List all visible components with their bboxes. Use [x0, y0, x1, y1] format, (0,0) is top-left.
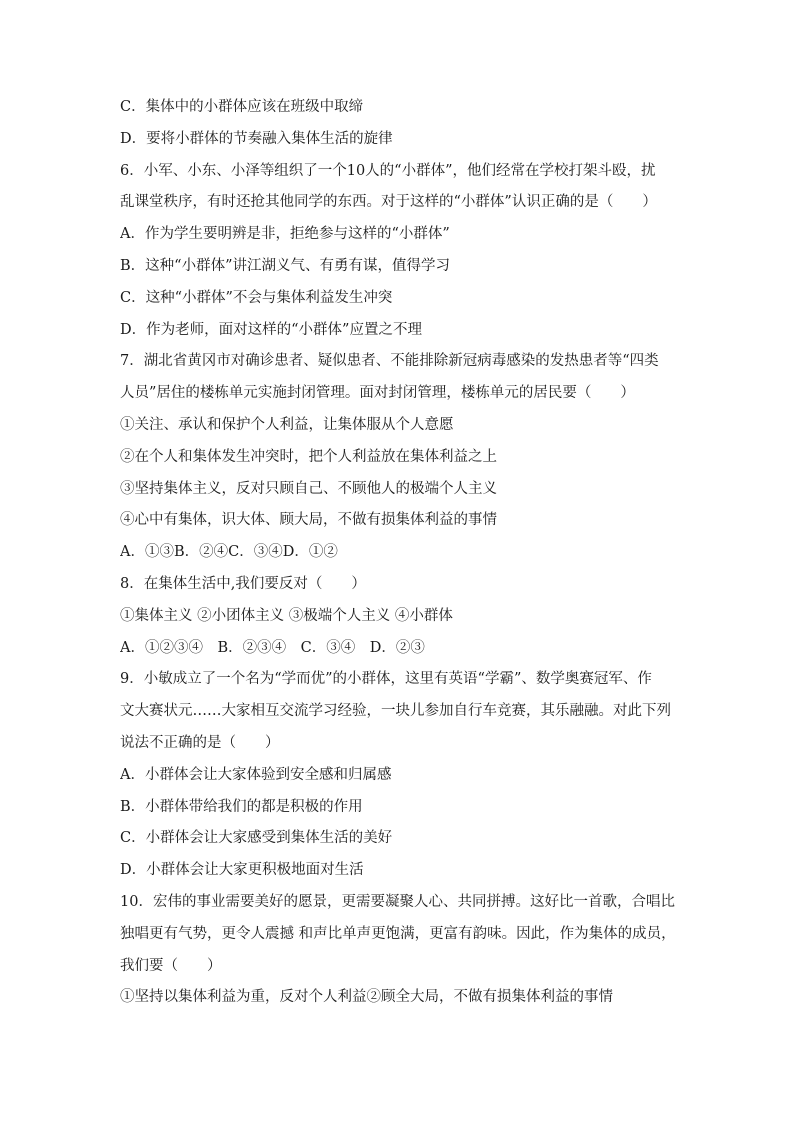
option-6d: D．作为老师，面对这样的“小群体”应置之不理	[120, 321, 422, 338]
question-10-stem-line-1: 10．宏伟的事业需要美好的愿景，更需要凝聚人心、共同拼搏。这好比一首歌，合唱比	[120, 893, 675, 910]
statement-7-4: ④心中有集体，识大体、顾大局，不做有损集体利益的事情	[120, 512, 497, 529]
question-9-stem-line-3: 说法不正确的是（ ）	[120, 734, 280, 751]
question-9-stem-line-1: 9．小敏成立了一个名为“学而优”的小群体，这里有英语“学霸”、数学奥赛冠军、作	[120, 671, 652, 688]
question-8-stem: 8．在集体生活中,我们要反对（ ）	[120, 575, 366, 592]
option-6c: C．这种“小群体”不会与集体利益发生冲突	[120, 289, 393, 306]
option-6b: B．这种“小群体”讲江湖义气、有勇有谋，值得学习	[120, 257, 450, 274]
options-8: A．①②③④ B．②③④ C．③④ D．②③	[120, 639, 425, 656]
option-9a: A．小群体会让大家体验到安全感和归属感	[120, 766, 392, 783]
question-9-stem-line-2: 文大赛状元……大家相互交流学习经验，一块儿参加自行车竞赛，其乐融融。对此下列	[120, 703, 671, 720]
statement-7-2: ②在个人和集体发生冲突时，把个人利益放在集体利益之上	[120, 448, 497, 465]
question-7-stem-line-1: 7．湖北省黄冈市对确诊患者、疑似患者、不能排除新冠病毒感染的发热患者等“四类	[120, 353, 659, 370]
question-10-stem-line-3: 我们要（ ）	[120, 957, 222, 974]
statements-10: ①坚持以集体利益为重，反对个人利益②顾全大局，不做有损集体利益的事情	[120, 989, 613, 1006]
option-9c: C．小群体会让大家感受到集体生活的美好	[120, 830, 393, 847]
options-7: A．①③B．②④C．③④D．①②	[120, 544, 338, 561]
statement-7-3: ③坚持集体主义，反对只顾自己、不顾他人的极端个人主义	[120, 480, 497, 497]
question-10-stem-line-2: 独唱更有气势，更令人震撼 和声比单声更饱满，更富有韵味。因此，作为集体的成员，	[120, 925, 676, 942]
question-6-stem-line-1: 6．小军、小东、小泽等组织了一个10人的“小群体”，他们经常在学校打架斗殴，扰	[120, 162, 656, 179]
question-text-block	[120, 92, 680, 1014]
option-5d: D．要将小群体的节奏融入集体生活的旋律	[120, 130, 393, 147]
option-5c: C．集体中的小群体应该在班级中取缔	[120, 99, 364, 115]
option-9d: D．小群体会让大家更积极地面对生活	[120, 862, 364, 879]
option-6a: A．作为学生要明辨是非，拒绝参与这样的“小群体”	[120, 226, 450, 243]
statement-7-1: ①关注、承认和保护个人利益，让集体服从个人意愿	[120, 416, 454, 433]
question-6-stem-line-2: 乱课堂秩序，有时还抢其他同学的东西。对于这样的“小群体”认识正确的是（ ）	[120, 194, 657, 211]
statements-8: ①集体主义 ②小团体主义 ③极端个人主义 ④小群体	[120, 607, 453, 624]
option-9b: B．小群体带给我们的都是积极的作用	[120, 798, 363, 815]
question-7-stem-line-2: 人员”居住的楼栋单元实施封闭管理。面对封闭管理，楼栋单元的居民要（ ）	[120, 385, 635, 402]
